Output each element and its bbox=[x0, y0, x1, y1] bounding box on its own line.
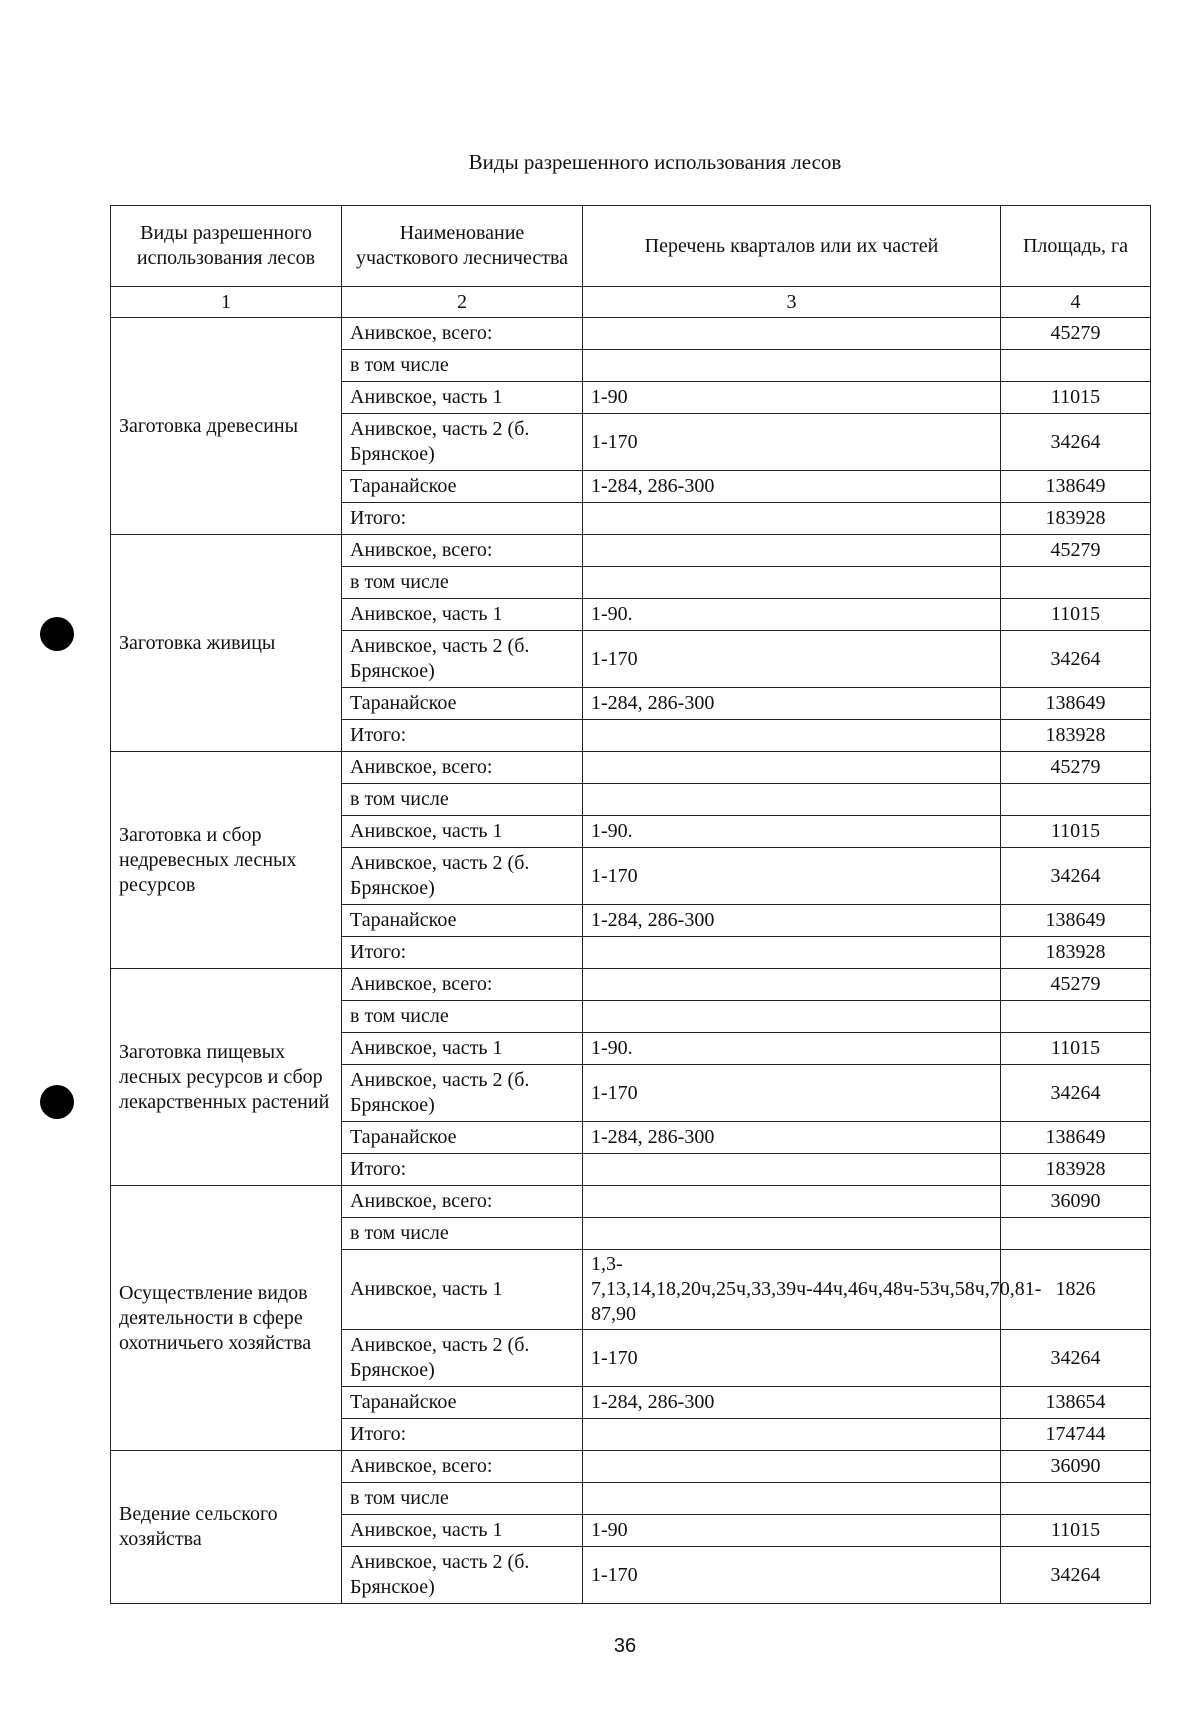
forestry-cell: Анивское, часть 1 bbox=[342, 1033, 583, 1065]
quarters-cell bbox=[583, 969, 1001, 1001]
area-cell bbox=[1001, 1483, 1151, 1515]
table-body bbox=[111, 318, 1151, 1604]
forestry-cell: Итого: bbox=[342, 1154, 583, 1186]
forest-use-table bbox=[110, 205, 1151, 1604]
quarters-cell bbox=[583, 1218, 1001, 1250]
column-header: Виды разрешенного использования лесов bbox=[111, 206, 342, 287]
forestry-cell: Таранайское bbox=[342, 688, 583, 720]
quarters-cell bbox=[583, 567, 1001, 599]
table-row bbox=[111, 535, 1151, 567]
table-row bbox=[111, 1451, 1151, 1483]
column-number: 2 bbox=[342, 287, 583, 318]
quarters-cell: 1-284, 286-300 bbox=[583, 1122, 1001, 1154]
area-cell: 11015 bbox=[1001, 1033, 1151, 1065]
quarters-cell: 1-284, 286-300 bbox=[583, 1387, 1001, 1419]
area-cell: 45279 bbox=[1001, 318, 1151, 350]
area-cell: 138649 bbox=[1001, 1122, 1151, 1154]
quarters-cell bbox=[583, 720, 1001, 752]
forestry-cell: Анивское, часть 2 (б. Брянское) bbox=[342, 848, 583, 905]
forestry-cell: Анивское, часть 1 bbox=[342, 599, 583, 631]
use-type-cell: Заготовка пищевых лесных ресурсов и сбор лекарственных растений bbox=[111, 969, 342, 1186]
forestry-cell: Итого: bbox=[342, 503, 583, 535]
forestry-cell: Таранайское bbox=[342, 471, 583, 503]
area-cell bbox=[1001, 350, 1151, 382]
forestry-cell: Таранайское bbox=[342, 1387, 583, 1419]
column-header: Площадь, га bbox=[1001, 206, 1151, 287]
forestry-cell: Анивское, часть 1 bbox=[342, 1515, 583, 1547]
area-cell: 34264 bbox=[1001, 848, 1151, 905]
quarters-cell: 1-90 bbox=[583, 1515, 1001, 1547]
area-cell: 34264 bbox=[1001, 1065, 1151, 1122]
area-cell: 183928 bbox=[1001, 1154, 1151, 1186]
forestry-cell: в том числе bbox=[342, 350, 583, 382]
area-cell: 174744 bbox=[1001, 1419, 1151, 1451]
use-type-cell: Заготовка и сбор недревесных лесных ресурсов bbox=[111, 752, 342, 969]
page-number: 36 bbox=[613, 1635, 637, 1657]
forestry-cell: в том числе bbox=[342, 567, 583, 599]
area-cell: 138654 bbox=[1001, 1387, 1151, 1419]
forestry-cell: Анивское, всего: bbox=[342, 318, 583, 350]
column-header: Перечень кварталов или их частей bbox=[583, 206, 1001, 287]
forestry-cell: Анивское, часть 1 bbox=[342, 382, 583, 414]
quarters-cell: 1-170 bbox=[583, 848, 1001, 905]
forestry-cell: Анивское, часть 2 (б. Брянское) bbox=[342, 631, 583, 688]
table-row bbox=[111, 752, 1151, 784]
area-cell: 34264 bbox=[1001, 1547, 1151, 1604]
table-header-row bbox=[111, 206, 1151, 287]
area-cell: 45279 bbox=[1001, 969, 1151, 1001]
quarters-cell: 1-170 bbox=[583, 631, 1001, 688]
area-cell: 34264 bbox=[1001, 1330, 1151, 1387]
quarters-cell bbox=[583, 1483, 1001, 1515]
quarters-cell bbox=[583, 1419, 1001, 1451]
forestry-cell: Итого: bbox=[342, 1419, 583, 1451]
area-cell: 1826 bbox=[1001, 1250, 1151, 1330]
quarters-cell: 1-284, 286-300 bbox=[583, 905, 1001, 937]
forestry-cell: Анивское, часть 1 bbox=[342, 816, 583, 848]
quarters-cell: 1-170 bbox=[583, 1330, 1001, 1387]
area-cell: 45279 bbox=[1001, 535, 1151, 567]
table-row bbox=[111, 969, 1151, 1001]
page-title: Виды разрешенного использования лесов bbox=[468, 150, 842, 174]
area-cell: 45279 bbox=[1001, 752, 1151, 784]
column-header: Наименование участкового лесничества bbox=[342, 206, 583, 287]
forestry-cell: Итого: bbox=[342, 937, 583, 969]
forestry-cell: Анивское, часть 2 (б. Брянское) bbox=[342, 1547, 583, 1604]
forestry-cell: Анивское, всего: bbox=[342, 969, 583, 1001]
forestry-cell: Анивское, всего: bbox=[342, 1451, 583, 1483]
forestry-cell: в том числе bbox=[342, 1218, 583, 1250]
table-row bbox=[111, 1186, 1151, 1218]
area-cell: 183928 bbox=[1001, 720, 1151, 752]
use-type-cell: Заготовка живицы bbox=[111, 535, 342, 752]
quarters-cell: 1-90. bbox=[583, 816, 1001, 848]
area-cell: 36090 bbox=[1001, 1186, 1151, 1218]
forestry-cell: Таранайское bbox=[342, 1122, 583, 1154]
punch-hole-mark bbox=[40, 617, 74, 651]
column-number: 3 bbox=[583, 287, 1001, 318]
column-number-row bbox=[111, 287, 1151, 318]
column-number: 4 bbox=[1001, 287, 1151, 318]
quarters-cell bbox=[583, 535, 1001, 567]
area-cell bbox=[1001, 1001, 1151, 1033]
forestry-cell: Анивское, всего: bbox=[342, 752, 583, 784]
quarters-cell: 1,3-7,13,14,18,20ч,25ч,33,39ч-44ч,46ч,48ч-53ч,58ч,70,81-87,90 bbox=[583, 1250, 1001, 1330]
forestry-cell: в том числе bbox=[342, 784, 583, 816]
forestry-cell: Итого: bbox=[342, 720, 583, 752]
forestry-cell: в том числе bbox=[342, 1483, 583, 1515]
forestry-cell: Таранайское bbox=[342, 905, 583, 937]
quarters-cell: 1-90. bbox=[583, 1033, 1001, 1065]
quarters-cell bbox=[583, 1001, 1001, 1033]
quarters-cell: 1-170 bbox=[583, 1547, 1001, 1604]
quarters-cell: 1-170 bbox=[583, 414, 1001, 471]
area-cell: 34264 bbox=[1001, 414, 1151, 471]
area-cell: 11015 bbox=[1001, 1515, 1151, 1547]
area-cell: 138649 bbox=[1001, 688, 1151, 720]
use-type-cell: Ведение сельского хозяйства bbox=[111, 1451, 342, 1604]
area-cell bbox=[1001, 1218, 1151, 1250]
quarters-cell: 1-90. bbox=[583, 599, 1001, 631]
table-row bbox=[111, 318, 1151, 350]
area-cell: 11015 bbox=[1001, 599, 1151, 631]
quarters-cell bbox=[583, 1186, 1001, 1218]
area-cell: 183928 bbox=[1001, 503, 1151, 535]
quarters-cell: 1-170 bbox=[583, 1065, 1001, 1122]
quarters-cell: 1-284, 286-300 bbox=[583, 471, 1001, 503]
area-cell: 34264 bbox=[1001, 631, 1151, 688]
quarters-cell bbox=[583, 784, 1001, 816]
quarters-cell bbox=[583, 318, 1001, 350]
area-cell: 11015 bbox=[1001, 382, 1151, 414]
use-type-cell: Осуществление видов деятельности в сфере охотничьего хозяйства bbox=[111, 1186, 342, 1451]
quarters-cell bbox=[583, 1451, 1001, 1483]
forestry-cell: в том числе bbox=[342, 1001, 583, 1033]
forestry-cell: Анивское, часть 2 (б. Брянское) bbox=[342, 414, 583, 471]
quarters-cell bbox=[583, 752, 1001, 784]
column-number: 1 bbox=[111, 287, 342, 318]
forestry-cell: Анивское, часть 2 (б. Брянское) bbox=[342, 1330, 583, 1387]
area-cell: 11015 bbox=[1001, 816, 1151, 848]
area-cell bbox=[1001, 567, 1151, 599]
area-cell: 183928 bbox=[1001, 937, 1151, 969]
punch-hole-mark bbox=[40, 1085, 74, 1119]
forestry-cell: Анивское, всего: bbox=[342, 1186, 583, 1218]
area-cell: 138649 bbox=[1001, 471, 1151, 503]
area-cell: 138649 bbox=[1001, 905, 1151, 937]
quarters-cell: 1-90 bbox=[583, 382, 1001, 414]
quarters-cell: 1-284, 286-300 bbox=[583, 688, 1001, 720]
use-type-cell: Заготовка древесины bbox=[111, 318, 342, 535]
forestry-cell: Анивское, всего: bbox=[342, 535, 583, 567]
area-cell: 36090 bbox=[1001, 1451, 1151, 1483]
quarters-cell bbox=[583, 1154, 1001, 1186]
area-cell bbox=[1001, 784, 1151, 816]
forestry-cell: Анивское, часть 1 bbox=[342, 1250, 583, 1330]
forestry-cell: Анивское, часть 2 (б. Брянское) bbox=[342, 1065, 583, 1122]
quarters-cell bbox=[583, 503, 1001, 535]
quarters-cell bbox=[583, 350, 1001, 382]
quarters-cell bbox=[583, 937, 1001, 969]
